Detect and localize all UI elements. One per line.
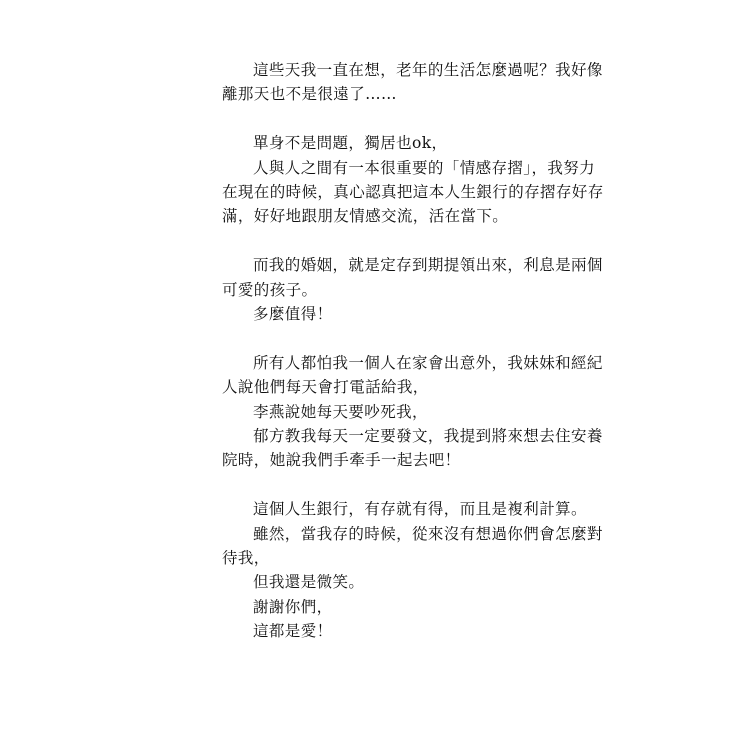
paragraph: 謝謝你們，	[253, 597, 333, 616]
paragraph: 單身不是問題，獨居也ok，	[253, 134, 448, 153]
paragraph: 而我的婚姻，就是定存到期提領出來，利息是兩個可愛的孩子。	[222, 256, 603, 299]
paragraph: 這都是愛！	[253, 622, 333, 641]
paragraph: 這個人生銀行，有存就有得，而且是複利計算。	[253, 500, 587, 519]
paragraph: 人與人之間有一本很重要的「情感存摺」，我努力在現在的時候，真心認真把這本人生銀行的存摺存好存滿，好好地跟朋友情感交流，活在當下。	[222, 158, 604, 226]
paragraph: 李燕說她每天要吵死我，	[253, 402, 428, 421]
paragraph: 多麼值得！	[253, 305, 333, 324]
body-text	[222, 58, 606, 644]
paragraph: 所有人都怕我一個人在家會出意外，我妹妹和經紀人說他們每天會打電話給我，	[222, 353, 603, 397]
paragraph: 郁方教我每天一定要發文，我提到將來想去住安養院時，她說我們手牽手一起去吧！	[222, 427, 603, 470]
paragraph: 雖然，當我存的時候，從來沒有想過你們會怎麼對待我，	[222, 524, 603, 568]
paragraph-gap	[222, 107, 606, 131]
paragraph: 但我還是微笑。	[253, 573, 365, 592]
paragraph-gap	[222, 229, 606, 253]
paragraph: 這些天我一直在想，老年的生活怎麼過呢？我好像離那天也不是很遠了……	[222, 61, 603, 104]
paragraph-gap	[222, 473, 606, 497]
paragraph-gap	[222, 326, 606, 350]
